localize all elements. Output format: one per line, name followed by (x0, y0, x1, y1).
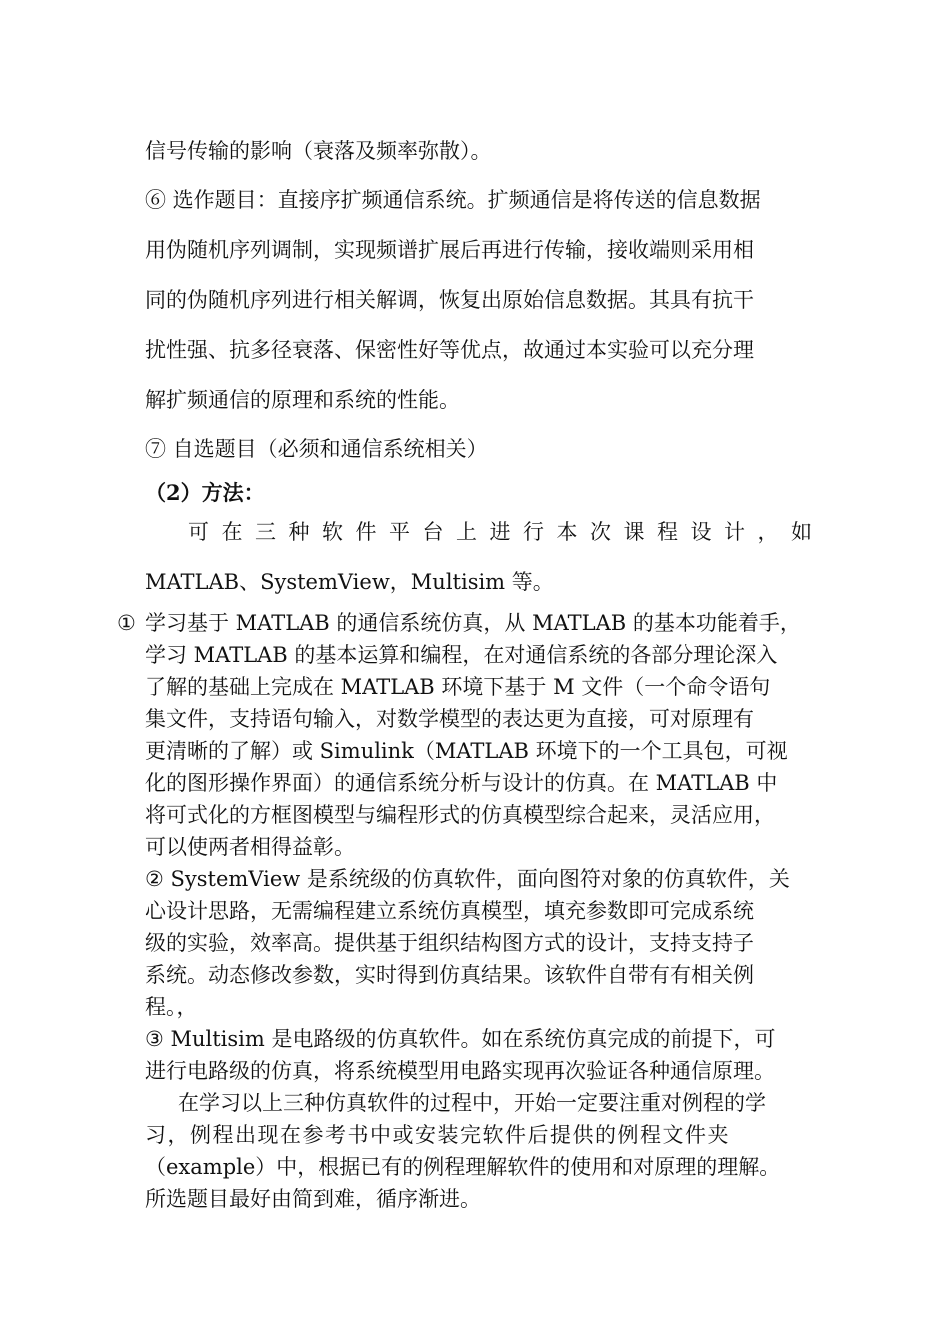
text-line: 进行电路级的仿真，将系统模型用电路实现再次验证各种通信原理。 (145, 1059, 775, 1083)
text-line: 化的图形操作界面）的通信系统分析与设计的仿真。在 MATLAB 中 (145, 771, 778, 795)
text-line: 级的实验，效率高。提供基于组织结构图方式的设计，支持支持子 (145, 931, 754, 955)
text-line: 将可式化的方框图模型与编程形式的仿真模型综合起来，灵活应用， (145, 803, 775, 827)
text-line: 扰性强、抗多径衰落、保密性好等优点，故通过本实验可以充分理 (145, 338, 754, 362)
text-line: ⑦ 自选题目（必须和通信系统相关） (145, 437, 488, 461)
text-line: 更清晰的了解）或 Simulink（MATLAB 环境下的一个工具包，可视 (145, 739, 788, 763)
text-line: ③ Multisim 是电路级的仿真软件。如在系统仿真完成的前提下，可 (145, 1027, 776, 1051)
list-marker: ① (117, 611, 136, 635)
section-heading: （2）方法： (145, 480, 265, 505)
text-line: 所选题目最好由简到难，循序渐进。 (145, 1187, 481, 1211)
text-line: 了解的基础上完成在 MATLAB 环境下基于 M 文件（一个命令语句 (145, 675, 771, 699)
text-line: 学习 MATLAB 的基本运算和编程，在对通信系统的各部分理论深入 (145, 643, 778, 667)
text-line: 可以使两者相得益彰。 (145, 835, 355, 859)
text-line: ② SystemView 是系统级的仿真软件，面向图符对象的仿真软件，关 (145, 867, 790, 891)
text-line: 程。， (145, 995, 198, 1019)
text-line: 系统。动态修改参数，实时得到仿真结果。该软件自带有有相关例 (145, 963, 754, 987)
text-line: ⑥ 选作题目：直接序扩频通信系统。扩频通信是将传送的信息数据 (145, 188, 761, 212)
text-line: （example）中，根据已有的例程理解软件的使用和对原理的理解。 (145, 1155, 781, 1179)
text-line: 集文件，支持语句输入，对数学模型的表达更为直接，可对原理有 (145, 707, 754, 731)
text-line: 可在三种软件平台上进行本次课程设计，如 (188, 520, 825, 544)
text-line: 习，例程出现在参考书中或安装完软件后提供的例程文件夹 (145, 1123, 730, 1147)
text-line: 信号传输的影响（衰落及频率弥散）。 (145, 139, 492, 163)
text-line: 学习基于 MATLAB 的通信系统仿真，从 MATLAB 的基本功能着手， (145, 611, 801, 635)
text-line: 在学习以上三种仿真软件的过程中，开始一定要注重对例程的学 (178, 1091, 766, 1115)
text-line: MATLAB、SystemView，Multisim 等。 (145, 570, 554, 594)
text-line: 同的伪随机序列进行相关解调，恢复出原始信息数据。其具有抗干 (145, 288, 754, 312)
text-line: 心设计思路，无需编程建立系统仿真模型，填充参数即可完成系统 (145, 899, 754, 923)
text-line: 用伪随机序列调制，实现频谱扩展后再进行传输，接收端则采用相 (145, 238, 754, 262)
text-line: 解扩频通信的原理和系统的性能。 (145, 388, 460, 412)
